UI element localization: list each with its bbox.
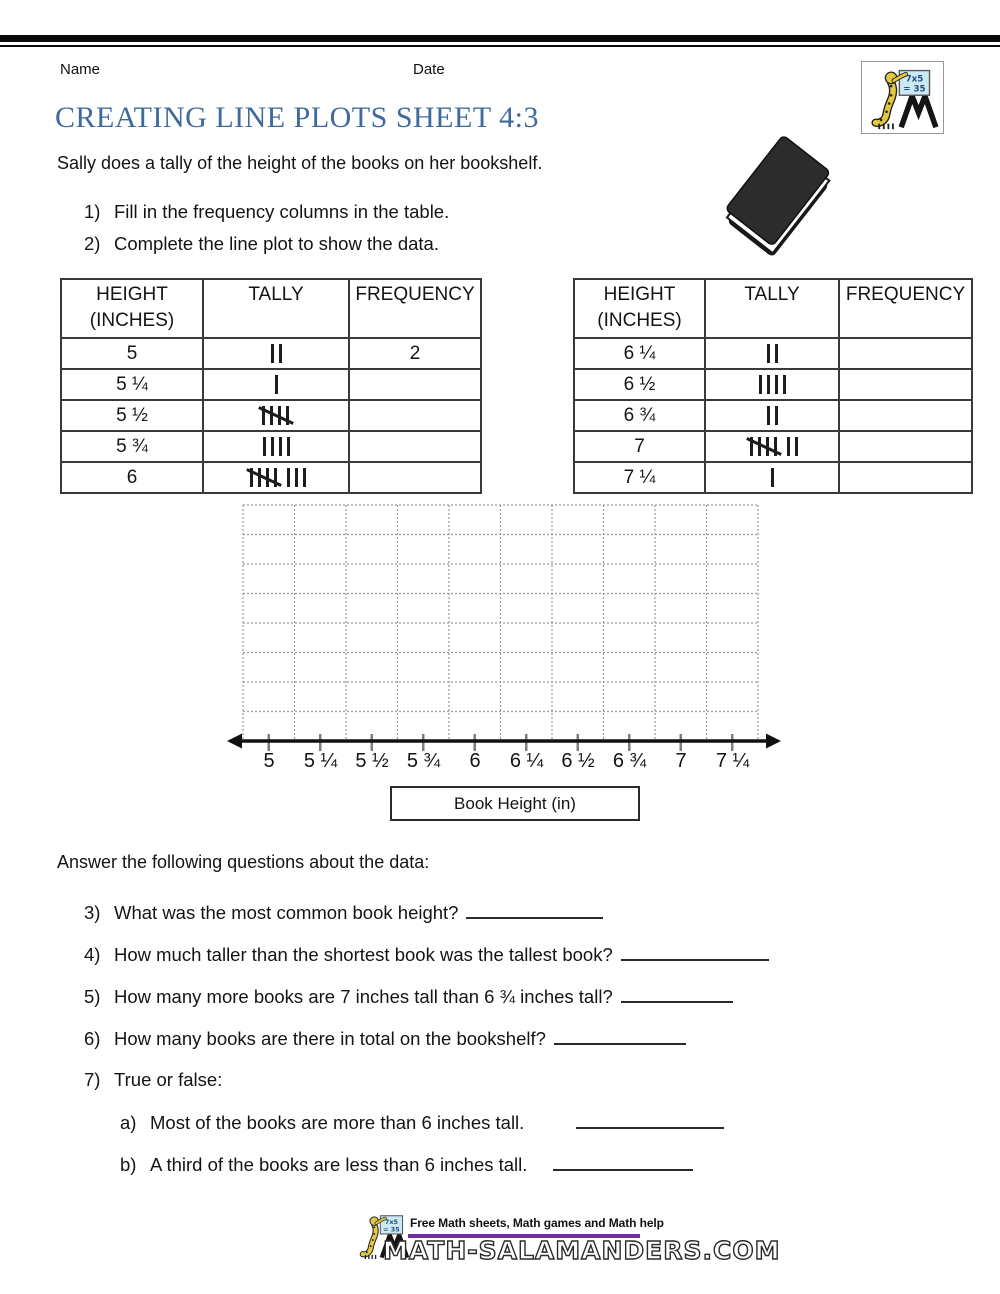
- question-4: [84, 943, 769, 966]
- instruction-number: 2): [84, 233, 101, 254]
- question-text: Most of the books are more than 6 inches tall.: [150, 1112, 525, 1133]
- page-title: CREATING LINE PLOTS SHEET 4:3: [55, 101, 539, 134]
- instruction-1: [84, 201, 449, 223]
- frequency-cell-empty[interactable]: [349, 369, 481, 400]
- header-height-line1: HEIGHT: [96, 284, 168, 305]
- height-cell: 6 ¼: [574, 338, 705, 369]
- question-text: How many books are there in total on the bookshelf?: [114, 1028, 546, 1049]
- question-number: 6): [84, 1028, 101, 1049]
- height-cell: 6 ¾: [574, 400, 705, 431]
- x-tick-label: 5 ¼: [303, 750, 338, 772]
- tally-cell: [705, 338, 839, 369]
- answer-blank[interactable]: [554, 1027, 686, 1045]
- question-number: b): [120, 1154, 137, 1175]
- table-row: [61, 400, 481, 431]
- tally-cell: [203, 431, 349, 462]
- frequency-cell-empty[interactable]: [839, 369, 972, 400]
- table-row: [574, 431, 972, 462]
- col-header-frequency: FREQUENCY: [839, 279, 972, 338]
- x-tick-label: 5: [263, 750, 275, 772]
- tally-cell: [705, 400, 839, 431]
- question-3: [84, 901, 603, 924]
- footer-tagline: Free Math sheets, Math games and Math help: [410, 1216, 664, 1230]
- col-header-frequency: FREQUENCY: [349, 279, 481, 338]
- question-7: [84, 1069, 222, 1091]
- questions-prompt: Answer the following questions about the data:: [57, 852, 430, 872]
- question-number: 4): [84, 944, 101, 965]
- intro-text: Sally does a tally of the height of the books on her bookshelf.: [57, 153, 543, 173]
- height-cell: 5 ½: [61, 400, 203, 431]
- instruction-text: Fill in the frequency columns in the table.: [114, 201, 450, 222]
- frequency-cell-empty[interactable]: [839, 462, 972, 493]
- header-height-line2: (INCHES): [89, 310, 175, 331]
- header-height-line1: HEIGHT: [603, 284, 676, 305]
- table-row: [574, 338, 972, 369]
- height-cell: 5 ¾: [61, 431, 203, 462]
- question-text: How many more books are 7 inches tall than 6 ¾ inches tall?: [114, 986, 613, 1007]
- x-tick-label: 5 ¾: [406, 750, 441, 772]
- table-header-row: [574, 279, 972, 338]
- tally-cell: [705, 369, 839, 400]
- tally-cell: [705, 431, 839, 462]
- frequency-table-left: [60, 278, 482, 494]
- height-cell: 7: [574, 431, 705, 462]
- tally-cell: [705, 462, 839, 493]
- question-6: [84, 1027, 686, 1050]
- x-axis-label: Book Height (in): [454, 793, 576, 813]
- x-tick-label: 7: [675, 750, 687, 772]
- book-icon: [712, 134, 852, 258]
- frequency-table-right: [573, 278, 973, 494]
- tally-cell: [203, 462, 349, 493]
- question-7a: [120, 1111, 724, 1134]
- table-row: [574, 462, 972, 493]
- x-tick-label: 6 ½: [561, 750, 595, 772]
- col-header-height: [61, 279, 203, 338]
- instruction-number: 1): [84, 201, 101, 222]
- table-row: [574, 369, 972, 400]
- question-text: A third of the books are less than 6 inches tall.: [150, 1154, 528, 1175]
- question-number: a): [120, 1112, 137, 1133]
- x-axis-label-box: [390, 786, 640, 821]
- instruction-text: Complete the line plot to show the data.: [114, 233, 439, 254]
- frequency-cell-empty[interactable]: [349, 400, 481, 431]
- answer-blank[interactable]: [553, 1153, 693, 1171]
- footer-site-name: MATH-SALAMANDERS.COM: [383, 1236, 781, 1265]
- col-header-height: [574, 279, 705, 338]
- height-cell: 6: [61, 462, 203, 493]
- question-text: What was the most common book height?: [114, 902, 459, 923]
- frequency-cell-empty[interactable]: [839, 338, 972, 369]
- x-tick-label: 6: [469, 750, 481, 772]
- answer-blank[interactable]: [576, 1111, 724, 1129]
- col-header-tally: TALLY: [705, 279, 839, 338]
- answer-blank[interactable]: [466, 901, 603, 919]
- salamander-logo-icon: [866, 66, 940, 130]
- height-cell: 5: [61, 338, 203, 369]
- question-5: [84, 985, 733, 1008]
- frequency-cell: 2: [349, 338, 481, 369]
- question-7b: [120, 1153, 693, 1176]
- top-rule-thin: [0, 45, 1000, 47]
- height-cell: 7 ¼: [574, 462, 705, 493]
- table-row: [61, 369, 481, 400]
- question-number: 3): [84, 902, 101, 923]
- x-tick-label: 5 ½: [355, 750, 389, 772]
- table-row: [61, 431, 481, 462]
- x-tick-label: 6 ¼: [509, 750, 544, 772]
- frequency-cell-empty[interactable]: [839, 431, 972, 462]
- question-text: True or false:: [114, 1069, 223, 1090]
- x-tick-label: 6 ¾: [612, 750, 647, 772]
- x-tick-label: 7 ¼: [715, 750, 750, 772]
- table-row: [61, 338, 481, 369]
- name-label: Name: [60, 61, 101, 78]
- date-label: Date: [413, 61, 445, 78]
- line-plot-grid[interactable]: [225, 498, 785, 760]
- frequency-cell-empty[interactable]: [349, 462, 481, 493]
- answer-blank[interactable]: [621, 985, 733, 1003]
- question-number: 5): [84, 986, 101, 1007]
- tally-cell: [203, 338, 349, 369]
- frequency-cell-empty[interactable]: [839, 400, 972, 431]
- height-cell: 6 ½: [574, 369, 705, 400]
- col-header-tally: TALLY: [203, 279, 349, 338]
- question-number: 7): [84, 1069, 101, 1090]
- table-row: [574, 400, 972, 431]
- header-height-line2: (INCHES): [597, 310, 682, 331]
- top-rule-thick: [0, 35, 1000, 42]
- site-logo: [861, 61, 944, 134]
- height-cell: 5 ¼: [61, 369, 203, 400]
- answer-blank[interactable]: [621, 943, 769, 961]
- tally-cell: [203, 400, 349, 431]
- question-text: How much taller than the shortest book was the tallest book?: [114, 944, 613, 965]
- table-header-row: [61, 279, 481, 338]
- instruction-2: [84, 233, 439, 255]
- frequency-cell-empty[interactable]: [349, 431, 481, 462]
- table-row: [61, 462, 481, 493]
- tally-cell: [203, 369, 349, 400]
